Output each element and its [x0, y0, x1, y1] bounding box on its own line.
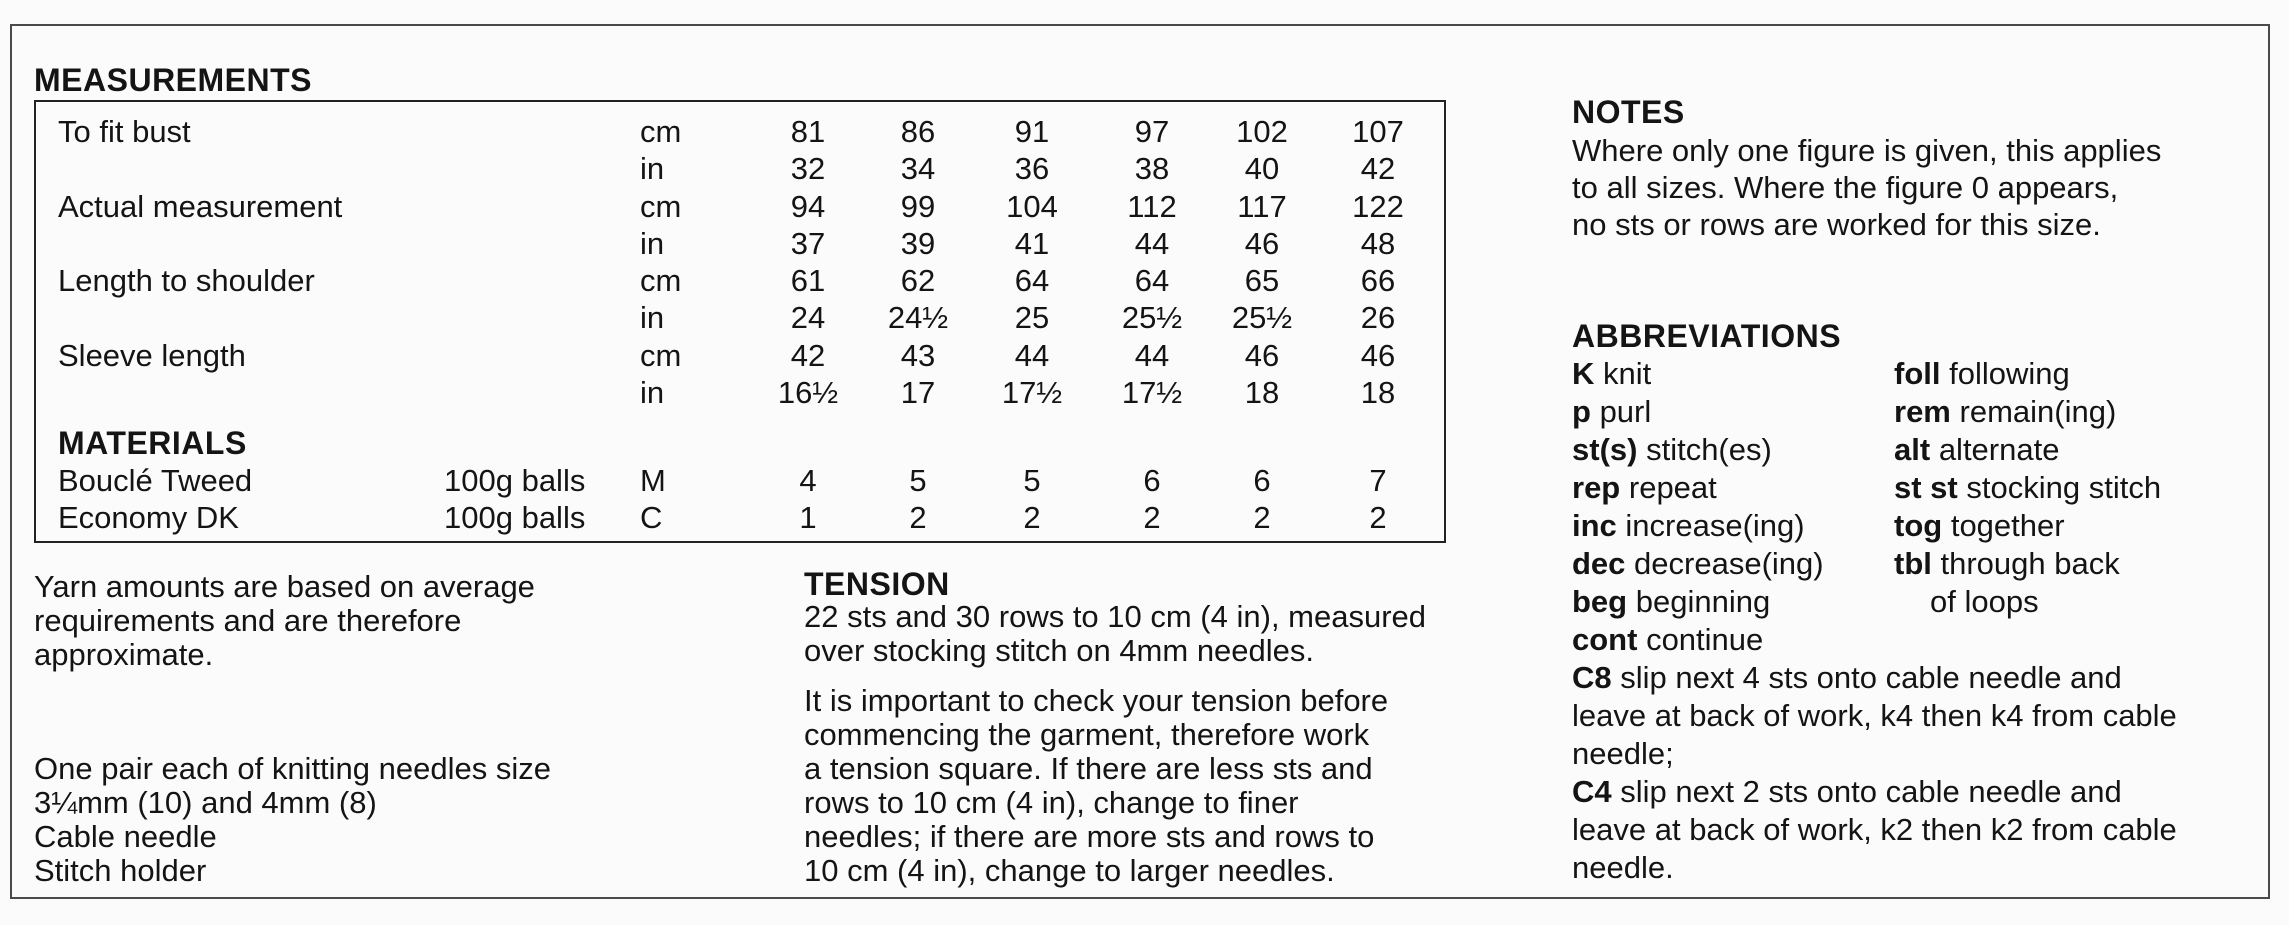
- value-cell: 42: [790, 338, 826, 373]
- measurements-heading: MEASUREMENTS: [34, 62, 313, 98]
- list-item: alt alternate: [1894, 432, 2060, 467]
- material-name: Bouclé Tweed: [58, 463, 253, 498]
- value-cell: 97: [1134, 114, 1170, 149]
- value-cell: 99: [900, 189, 936, 224]
- colour-code: C: [640, 500, 663, 535]
- value-cell: 64: [1134, 263, 1170, 298]
- value-cell: 38: [1134, 151, 1170, 186]
- value-cell: 6: [1143, 463, 1161, 498]
- value-cell: 1: [799, 500, 817, 535]
- value-cell: 2: [909, 500, 927, 535]
- value-cell: 25½: [1121, 300, 1183, 335]
- abbreviations-heading: ABBREVIATIONS: [1572, 318, 1842, 354]
- notes-heading: NOTES: [1572, 94, 1685, 130]
- value-cell: 62: [900, 263, 936, 298]
- c8-line-1: C8 slip next 4 sts onto cable needle and: [1572, 660, 2122, 695]
- list-item: tog together: [1894, 508, 2065, 543]
- value-cell: 46: [1244, 226, 1280, 261]
- value-cell: 26: [1360, 300, 1396, 335]
- unit: cm: [640, 338, 682, 373]
- materials-heading: MATERIALS: [58, 425, 247, 461]
- value-cell: 2: [1023, 500, 1041, 535]
- notes-text: Where only one figure is given, this applies to all sizes. Where the figure 0 appears, no sts or rows are worked for this size.: [1572, 133, 2162, 242]
- list-item: tbl through back: [1894, 546, 2120, 581]
- c8-line-2: leave at back of work, k4 then k4 from cable: [1572, 698, 2177, 733]
- value-cell: 25½: [1231, 300, 1293, 335]
- value-cell: 122: [1352, 189, 1404, 224]
- row-label: Length to shoulder: [58, 263, 315, 298]
- value-cell: 48: [1360, 226, 1396, 261]
- value-cell: 7: [1369, 463, 1387, 498]
- row-label: Actual measurement: [58, 189, 343, 224]
- value-cell: 43: [900, 338, 936, 373]
- equipment-list: One pair each of knitting needles size 3¼mm (10) and 4mm (8) Cable needle Stitch holder: [34, 751, 551, 888]
- value-cell: 91: [1014, 114, 1050, 149]
- tension-advice: It is important to check your tension before commencing the garment, therefore work a tension square. If there are less sts and rows to 10 cm (4 in), change to finer needles; if there are more sts and rows to 10 cm (4 in), change to larger needles.: [804, 683, 1389, 888]
- list-item: beg beginning: [1572, 584, 1771, 619]
- c8-line-3: needle;: [1572, 736, 1674, 771]
- value-cell: 37: [790, 226, 826, 261]
- ball-size: 100g balls: [444, 463, 586, 498]
- value-cell: 25: [1014, 300, 1050, 335]
- value-cell: 44: [1134, 338, 1170, 373]
- value-cell: 46: [1244, 338, 1280, 373]
- c4-line-1: C4 slip next 2 sts onto cable needle and: [1572, 774, 2122, 809]
- list-item: of loops: [1930, 584, 2039, 619]
- unit: cm: [640, 114, 682, 149]
- colour-code: M: [640, 463, 666, 498]
- value-cell: 117: [1237, 189, 1287, 224]
- unit: cm: [640, 263, 682, 298]
- unit: in: [640, 375, 665, 410]
- list-item: rep repeat: [1572, 470, 1717, 505]
- value-cell: 81: [790, 114, 826, 149]
- yarn-note: Yarn amounts are based on average requirements and are therefore approximate.: [34, 569, 535, 672]
- ball-size: 100g balls: [444, 500, 586, 535]
- tension-gauge: 22 sts and 30 rows to 10 cm (4 in), measured over stocking stitch on 4mm needles.: [804, 599, 1427, 668]
- value-cell: 34: [900, 151, 936, 186]
- value-cell: 39: [900, 226, 936, 261]
- value-cell: 94: [790, 189, 826, 224]
- list-item: foll following: [1894, 356, 2070, 391]
- value-cell: 102: [1236, 114, 1288, 149]
- list-item: rem remain(ing): [1894, 394, 2117, 429]
- value-cell: 2: [1253, 500, 1271, 535]
- value-cell: 5: [1023, 463, 1041, 498]
- value-cell: 61: [790, 263, 826, 298]
- material-name: Economy DK: [58, 500, 239, 535]
- list-item: cont continue: [1572, 622, 1764, 657]
- row-label: Sleeve length: [58, 338, 246, 373]
- value-cell: 17: [900, 375, 936, 410]
- unit: in: [640, 300, 665, 335]
- value-cell: 16½: [777, 375, 839, 410]
- c4-line-2: leave at back of work, k2 then k2 from cable: [1572, 812, 2177, 847]
- list-item: st st stocking stitch: [1894, 470, 2162, 505]
- value-cell: 2: [1369, 500, 1387, 535]
- value-cell: 36: [1014, 151, 1050, 186]
- value-cell: 104: [1006, 189, 1058, 224]
- value-cell: 17½: [1001, 375, 1063, 410]
- value-cell: 41: [1014, 226, 1050, 261]
- value-cell: 5: [909, 463, 927, 498]
- value-cell: 65: [1244, 263, 1280, 298]
- value-cell: 32: [790, 151, 826, 186]
- value-cell: 44: [1134, 226, 1170, 261]
- unit: in: [640, 226, 665, 261]
- value-cell: 46: [1360, 338, 1396, 373]
- value-cell: 44: [1014, 338, 1050, 373]
- value-cell: 4: [799, 463, 817, 498]
- list-item: dec decrease(ing): [1572, 546, 1824, 581]
- list-item: p purl: [1572, 394, 1652, 429]
- c4-line-3: needle.: [1572, 850, 1674, 885]
- row-label: To fit bust: [58, 114, 191, 149]
- unit: cm: [640, 189, 682, 224]
- value-cell: 64: [1014, 263, 1050, 298]
- value-cell: 112: [1127, 189, 1177, 224]
- value-cell: 18: [1244, 375, 1280, 410]
- list-item: inc increase(ing): [1572, 508, 1805, 543]
- value-cell: 6: [1253, 463, 1271, 498]
- value-cell: 42: [1360, 151, 1396, 186]
- value-cell: 107: [1352, 114, 1404, 149]
- list-item: K knit: [1572, 356, 1652, 391]
- unit: in: [640, 151, 665, 186]
- value-cell: 2: [1143, 500, 1161, 535]
- list-item: st(s) stitch(es): [1572, 432, 1772, 467]
- value-cell: 24½: [887, 300, 949, 335]
- value-cell: 17½: [1121, 375, 1183, 410]
- value-cell: 66: [1360, 263, 1396, 298]
- value-cell: 24: [790, 300, 826, 335]
- value-cell: 40: [1244, 151, 1280, 186]
- value-cell: 18: [1360, 375, 1396, 410]
- value-cell: 86: [900, 114, 936, 149]
- tension-heading: TENSION: [804, 566, 950, 602]
